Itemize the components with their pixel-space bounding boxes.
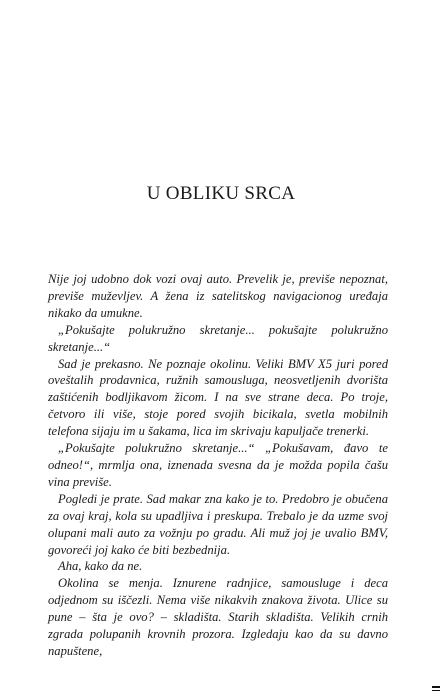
paragraph: Pogledi je prate. Sad makar zna kako je to. Predobro je obučena za ovaj kraj, kola su upadljiva i preskupa. Trebalo je da uzme svoj olupani mali auto za vožnju po gradu. Ali muž joj je uvalio BMV, govoreći joj kako će biti bezbednija.	[48, 491, 388, 557]
paragraph: „Pokušajte polukružno skretanje...“ „Pokušavam, đavo te odneo!“, mrmlja ona, iznenada svesna da je možda popila čašu vina previše.	[48, 441, 388, 489]
paragraph: „Pokušajte polukružno skretanje... pokušajte polukružno skretanje...“	[48, 322, 388, 354]
paragraph: Okolina se menja. Iznurene radnjice, samousluge i deca odjednom su iščezli. Nema više nikakvih znakova života. Ulice su pune – šta je ovo? – skladišta. Starih skladišta. Velikih crnih zgrada polupanih krovnih prozora. Izgledaju kao da su davno napuštene,	[48, 576, 388, 658]
chapter-title: U OBLIKU SRCA	[146, 183, 296, 204]
chapter-body	[48, 271, 388, 660]
paragraph: Aha, kako da ne.	[58, 559, 143, 574]
page-edge-mark	[432, 686, 440, 696]
paragraph: Sad je prekasno. Ne poznaje okolinu. Veliki BMV X5 juri pored oveštalih prodavnica, ružnih samousluga, neosvetljenih dvorišta zaštićenih bodljikavom žicom. I na sve strane deca. Po troje, četvoro ili više, stoje pored svojih bicikala, svetla mobilnih telefona sijaju im u šakama, lica im skrivaju kapuljače trenerki.	[48, 356, 388, 439]
paragraph: Nije joj udobno dok vozi ovaj auto. Prevelik je, previše nepoznat, previše muževljev. A žena iz satelitskog navigacionog uređaja nikako da umukne.	[48, 272, 388, 320]
